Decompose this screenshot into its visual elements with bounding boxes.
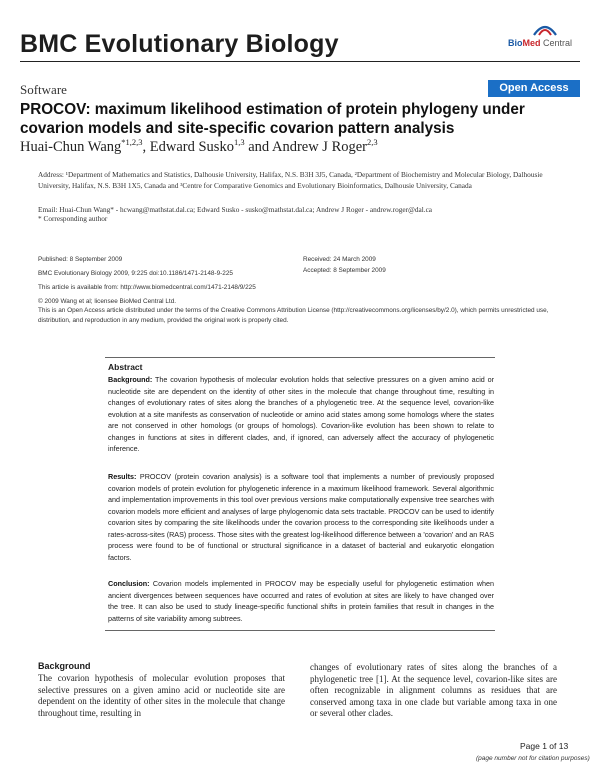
background-heading: Background <box>38 661 91 671</box>
page-number-note: (page number not for citation purposes) <box>476 755 590 762</box>
author-name: Andrew J Roger <box>271 138 368 155</box>
author-name: Huai-Chun Wang <box>20 138 122 155</box>
journal-title: BMC Evolutionary Biology <box>20 30 339 58</box>
abstract-top-rule <box>105 357 495 358</box>
author-affiliation: *1,2,3 <box>121 137 143 147</box>
author-name: Edward Susko <box>149 138 234 155</box>
received-date: Received: 24 March 2009 <box>303 256 376 263</box>
results-text: PROCOV (protein covarion analysis) is a software tool that implements a number of previously proposed covarion models of protein evolution for phylogenetic inference in a maximum likelihood framework. Several algorithmic and implementation improvements in this tool over previous versions make computationally expensive tree searches with covarion models more efficient and analyses of large phylogenomic data sets tractable. PROCOV can be used to identify covarion sites by comparing the site likelihoods under the covarion process to the corresponding site likelihoods under a rates-across-sites (RAS) process. Those sites with the greatest log-likelihood difference between a 'covarion' and an RAS process were found to be of functional or structural significance in a dataset of bacterial and eukaryotic elongation factors. <box>108 472 495 562</box>
logo-central: Central <box>540 38 573 48</box>
background-text: The covarion hypothesis of molecular evolution holds that selective pressures on a given amino acid or nucleotide site are dependent on the identity of other sites in the molecule that change throughout time, resulting in changes of evolutionary rates of sites along the branches of a phylogenetic tree. At the sequence level, covarion-like evolution at a site manifests as conservation of nucleotide or amino acid states among some homologs where the states are not conserved in other homologs (or groups of homologs). Covarion-like evolution has been shown to relate to changes in functions at sites in different clades, and, if ignored, can adversely affect the accuracy of phylogenetic inference. <box>108 375 494 453</box>
author-list: Huai-Chun Wang$^{*1,2,3}$, Edward Susko$^{1,3}$ and Andrew J Roger$^{2,3}$ <box>20 137 378 155</box>
conclusion-text: Covarion models implemented in PROCOV may be especially useful for phylogenetic estimation when ancient divergences between sequences have occurred and rates of evolution at sites are likely to have changed over the tree. It can also be used to study lineage-specific functional shifts in protein families that result in changes in the patterns of site variability among subtrees. <box>108 579 494 623</box>
citation: BMC Evolutionary Biology 2009, 9:225 doi:10.1186/1471-2148-9-225 <box>38 270 233 277</box>
open-access-badge: Open Access <box>488 80 580 97</box>
body-column-left: The covarion hypothesis of molecular evolution proposes that selective pressures on a given amino acid or nucleotide site are dependent on the identity of other sites in the molecule that change throughout time, resulting in <box>38 673 285 718</box>
corresponding-note: * Corresponding author <box>38 214 108 223</box>
article-type: Software <box>20 82 67 97</box>
abstract-bottom-rule <box>105 630 495 631</box>
article-url[interactable]: This article is available from: http://www.biomedcentral.com/1471-2148/9/225 <box>38 284 256 291</box>
abstract-conclusion <box>108 578 494 624</box>
page-number: Page 1 of 13 <box>520 741 569 751</box>
biomed-central-logo-icon <box>530 21 560 37</box>
background-label: Background: <box>108 375 153 384</box>
body-column-right: changes of evolutionary rates of sites along the branches of a phylogenetic tree [1]. At the sequence level, covarion-like sites are often recognizable in alignment columns as residues that are conserved among taxa in one clade but variable among taxa in one or several other clades. <box>310 662 557 719</box>
abstract-heading: Abstract <box>108 362 143 372</box>
results-label: Results: <box>108 472 137 481</box>
conclusion-label: Conclusion: <box>108 579 150 588</box>
biomed-central-logo <box>508 38 572 48</box>
accepted-date: Accepted: 8 September 2009 <box>303 267 386 274</box>
author-email: Email: Huai-Chun Wang* - hcwang@mathstat.dal.ca; Edward Susko - susko@mathstat.dal.ca; Andrew J Roger - andrew.roger@dal.ca <box>38 205 433 214</box>
header-rule <box>20 61 580 62</box>
author-address: Address: ¹Department of Mathematics and Statistics, Dalhousie University, Halifax, N.S. B3H 3J5, Canada, ²Department of Biochemistry and Molecular Biology, Dalhousie University, Halifax, N.S. B3H 1X5, Canada and ³Centre for Comparative Genomics and Evolutionary Bioinformatics, Dalhousie University, Canada <box>38 170 543 190</box>
license-text: This is an Open Access article distributed under the terms of the Creative Commons Attribution License (http://creativecommons.org/licenses/by/2.0), which permits unrestricted use, distribution, and reproduction in any medium, provided the original work is properly cited. <box>38 307 549 324</box>
article-title: PROCOV: maximum likelihood estimation of protein phylogeny under covarion models and site-specific covarion pattern analysis <box>20 101 525 137</box>
copyright: © 2009 Wang et al; licensee BioMed Central Ltd. <box>38 298 177 305</box>
author-affiliation: 1,3 <box>233 137 245 147</box>
logo-med: Med <box>522 38 541 48</box>
abstract-background <box>108 374 494 455</box>
logo-bio: Bio <box>508 38 523 48</box>
abstract-results <box>108 471 494 563</box>
published-date: Published: 8 September 2009 <box>38 256 123 263</box>
author-affiliation: 2,3 <box>367 137 378 147</box>
